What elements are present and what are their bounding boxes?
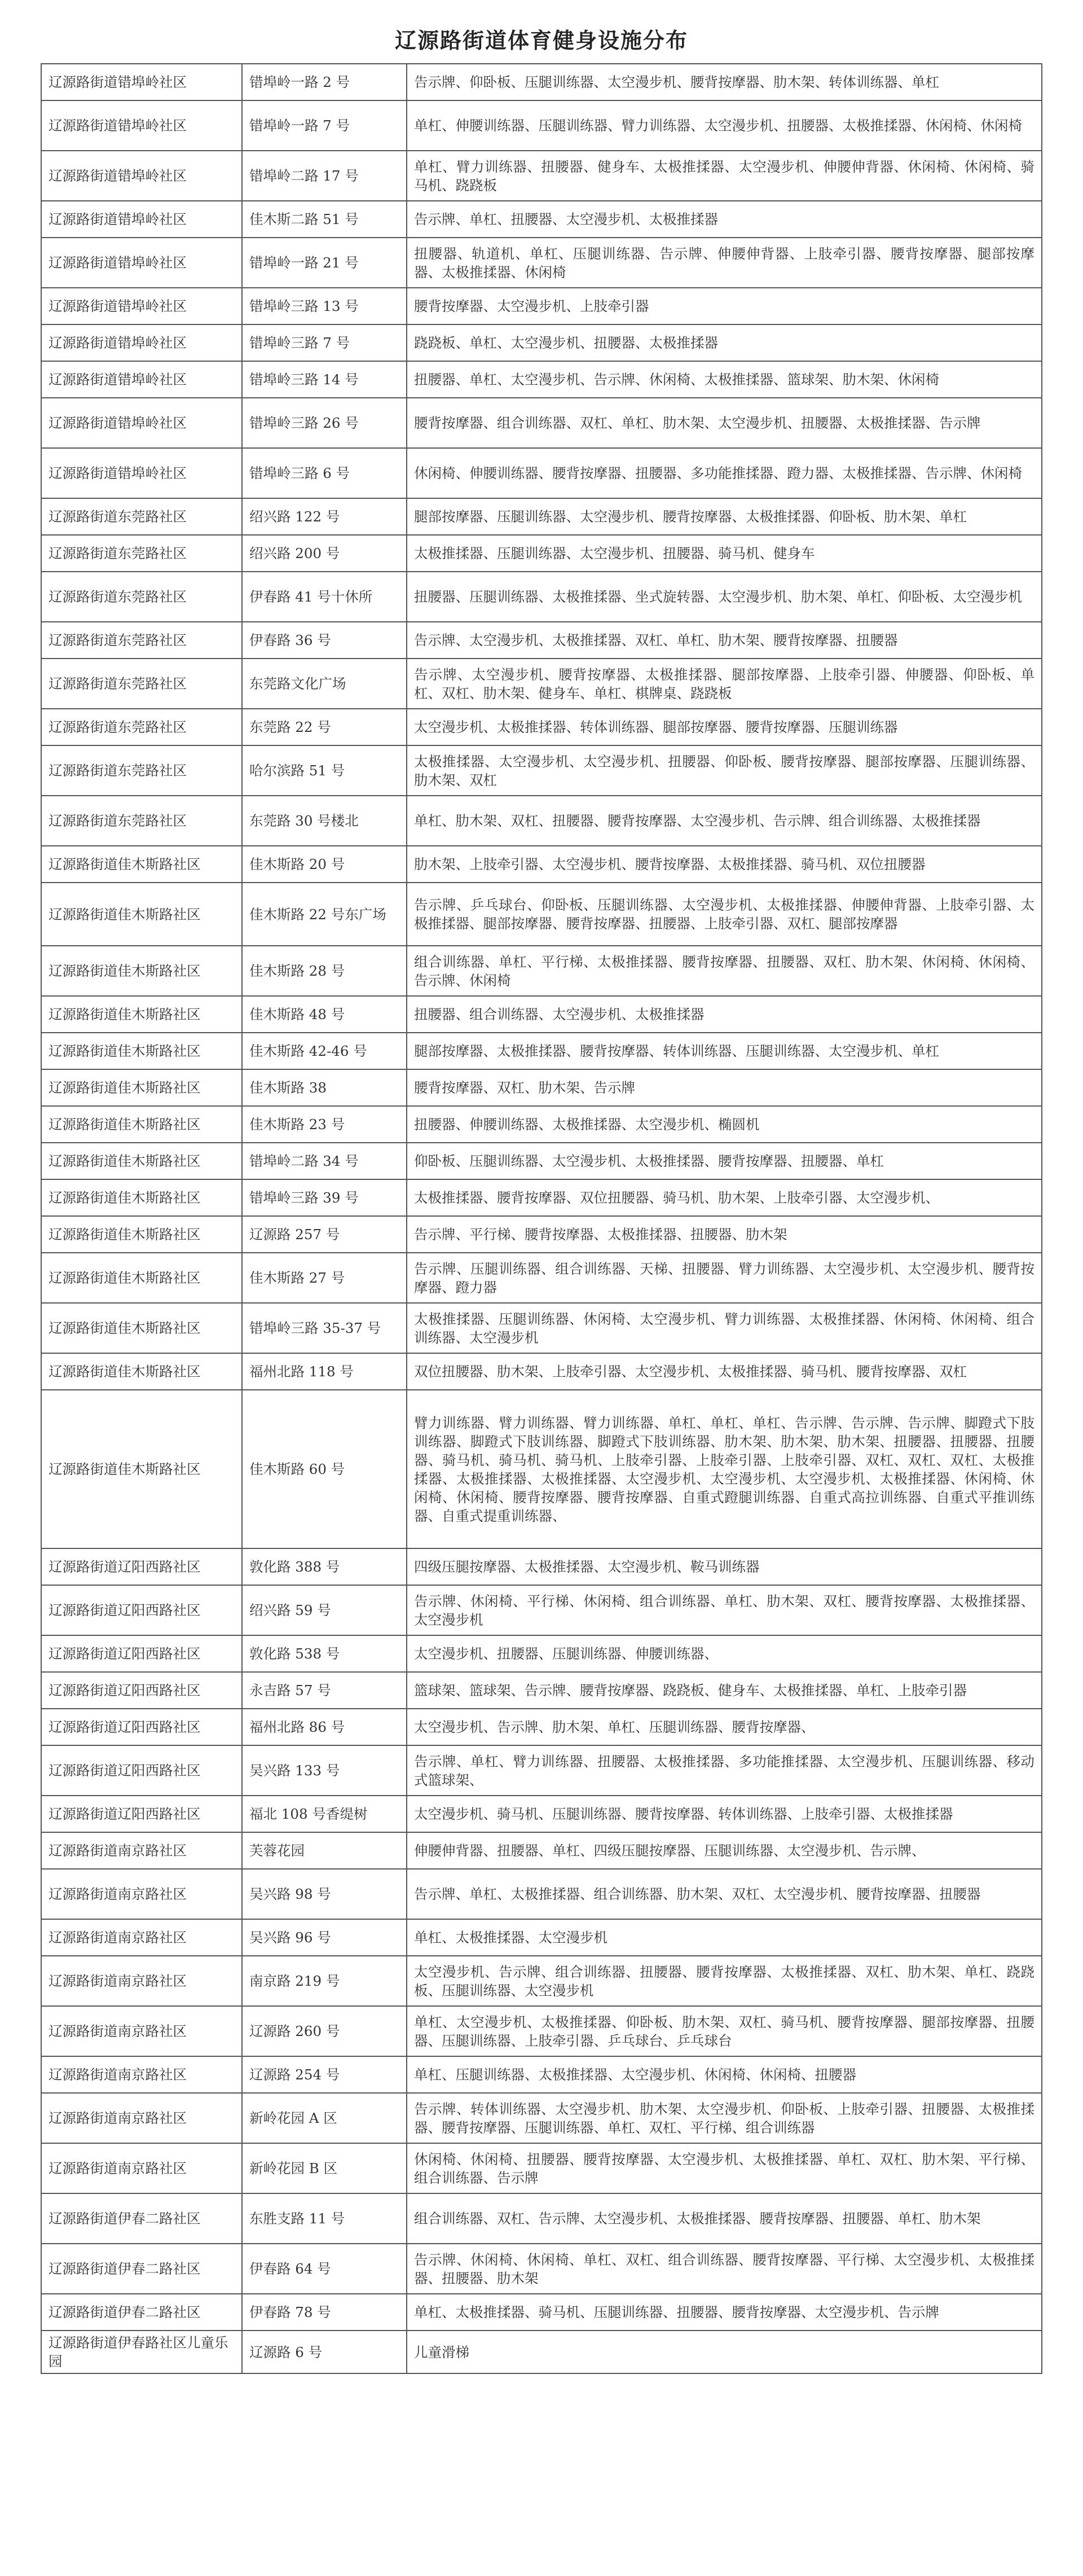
address-cell: 伊春路 36 号 [242,622,407,659]
address-cell: 新岭花园 A 区 [242,2093,407,2143]
table-row [41,1033,1042,1069]
address-cell: 辽源路 254 号 [242,2056,407,2093]
community-cell: 辽源路街道伊春二路社区 [41,2244,242,2294]
community-cell: 辽源路街道南京路社区 [41,2006,242,2056]
table-row [41,572,1042,622]
table-row [41,288,1042,324]
address-cell: 佳木斯路 48 号 [242,996,407,1033]
address-cell: 东莞路 30 号楼北 [242,796,407,846]
community-cell: 辽源路街道伊春路社区儿童乐园 [41,2331,242,2373]
document-page [41,0,1042,2374]
address-cell: 错埠岭一路 21 号 [242,238,407,288]
table-row [41,1253,1042,1303]
table-row [41,659,1042,709]
address-cell: 佳木斯路 28 号 [242,946,407,996]
facilities-cell: 腰背按摩器、双杠、肋木架、告示牌 [407,1069,1042,1106]
community-cell: 辽源路街道辽阳西路社区 [41,1635,242,1672]
facilities-cell: 腰背按摩器、太空漫步机、上肢牵引器 [407,288,1042,324]
table-row [41,622,1042,659]
address-cell: 佳木斯路 27 号 [242,1253,407,1303]
facilities-cell: 四级压腿按摩器、太极推揉器、太空漫步机、鞍马训练器 [407,1548,1042,1585]
address-cell: 佳木斯路 38 [242,1069,407,1106]
table-row [41,1869,1042,1919]
facilities-cell: 告示牌、转体训练器、太空漫步机、肋木架、太空漫步机、仰卧板、上肢牵引器、扭腰器、太极推揉器、腰背按摩器、压腿训练器、单杠、双杠、平行梯、组合训练器 [407,2093,1042,2143]
table-row [41,324,1042,361]
address-cell: 佳木斯二路 51 号 [242,201,407,238]
community-cell: 辽源路街道错埠岭社区 [41,448,242,498]
table-row [41,361,1042,398]
facilities-cell: 跷跷板、单杠、太空漫步机、扭腰器、太极推揉器 [407,324,1042,361]
table-row [41,996,1042,1033]
table-row [41,2294,1042,2331]
facilities-cell: 腿部按摩器、太极推揉器、腰背按摩器、转体训练器、压腿训练器、太空漫步机、单杠 [407,1033,1042,1069]
facilities-cell: 扭腰器、伸腰训练器、太极推揉器、太空漫步机、椭圆机 [407,1106,1042,1143]
community-cell: 辽源路街道南京路社区 [41,2093,242,2143]
facilities-cell: 告示牌、乒乓球台、仰卧板、压腿训练器、太空漫步机、太极推揉器、伸腰伸背器、上肢牵引器、太极推揉器、腿部按摩器、腰背按摩器、扭腰器、上肢牵引器、双杠、腿部按摩器 [407,883,1042,946]
facilities-cell: 告示牌、休闲椅、平行梯、休闲椅、组合训练器、单杠、肋木架、双杠、腰背按摩器、太极推揉器、太空漫步机 [407,1585,1042,1635]
table-row [41,2093,1042,2143]
community-cell: 辽源路街道伊春二路社区 [41,2294,242,2331]
table-row [41,1919,1042,1956]
table-row [41,498,1042,535]
address-cell: 东胜支路 11 号 [242,2193,407,2244]
address-cell: 错埠岭三路 39 号 [242,1179,407,1216]
facilities-cell: 太极推揉器、太空漫步机、太空漫步机、扭腰器、仰卧板、腰背按摩器、腿部按摩器、压腿训练器、肋木架、双杠 [407,745,1042,796]
community-cell: 辽源路街道辽阳西路社区 [41,1709,242,1745]
address-cell: 绍兴路 200 号 [242,535,407,572]
address-cell: 错埠岭三路 35-37 号 [242,1303,407,1353]
table-row [41,1956,1042,2006]
facilities-cell: 篮球架、篮球架、告示牌、腰背按摩器、跷跷板、健身车、太极推揉器、单杠、上肢牵引器 [407,1672,1042,1709]
facilities-cell: 告示牌、休闲椅、休闲椅、单杠、双杠、组合训练器、腰背按摩器、平行梯、太空漫步机、太极推揉器、扭腰器、肋木架 [407,2244,1042,2294]
facilities-cell: 臂力训练器、臂力训练器、臂力训练器、单杠、单杠、单杠、告示牌、告示牌、告示牌、脚蹬式下肢训练器、脚蹬式下肢训练器、脚蹬式下肢训练器、肋木架、肋木架、肋木架、扭腰器、扭腰器、扭腰器、骑马机、骑马机、骑马机、上肢牵引器、上肢牵引器、上肢牵引器、双杠、双杠、双杠、太极推揉器、太极推揉器、太极推揉器、太空漫步机、太空漫步机、太空漫步机、太极推揉器、休闲椅、休闲椅、休闲椅、腰背按摩器、腰背按摩器、自重式蹬腿训练器、自重式高拉训练器、自重式平推训练器、自重式提重训练器、 [407,1390,1042,1548]
address-cell: 辽源路 257 号 [242,1216,407,1253]
table-row [41,883,1042,946]
address-cell: 新岭花园 B 区 [242,2143,407,2193]
table-row [41,1672,1042,1709]
address-cell: 绍兴路 122 号 [242,498,407,535]
address-cell: 敦化路 538 号 [242,1635,407,1672]
table-row [41,151,1042,201]
address-cell: 伊春路 64 号 [242,2244,407,2294]
page-title: 辽源路街道体育健身设施分布 [394,28,688,53]
community-cell: 辽源路街道伊春二路社区 [41,2193,242,2244]
facilities-cell: 休闲椅、休闲椅、扭腰器、腰背按摩器、太空漫步机、太极推揉器、单杠、双杠、肋木架、平行梯、组合训练器、告示牌 [407,2143,1042,2193]
address-cell: 芙蓉花园 [242,1832,407,1869]
facilities-cell: 扭腰器、压腿训练器、太极推揉器、坐式旋转器、太空漫步机、肋木架、单杠、仰卧板、太空漫步机 [407,572,1042,622]
community-cell: 辽源路街道佳木斯路社区 [41,846,242,883]
facilities-cell: 腿部按摩器、压腿训练器、太空漫步机、腰背按摩器、太极推揉器、仰卧板、肋木架、单杠 [407,498,1042,535]
table-row [41,2056,1042,2093]
community-cell: 辽源路街道错埠岭社区 [41,151,242,201]
community-cell: 辽源路街道佳木斯路社区 [41,1353,242,1390]
community-cell: 辽源路街道东莞路社区 [41,659,242,709]
community-cell: 辽源路街道错埠岭社区 [41,64,242,100]
community-cell: 辽源路街道佳木斯路社区 [41,1303,242,1353]
facilities-cell: 太空漫步机、太极推揉器、转体训练器、腿部按摩器、腰背按摩器、压腿训练器 [407,709,1042,745]
facilities-cell: 扭腰器、单杠、太空漫步机、告示牌、休闲椅、太极推揉器、篮球架、肋木架、休闲椅 [407,361,1042,398]
community-cell: 辽源路街道错埠岭社区 [41,398,242,448]
community-cell: 辽源路街道错埠岭社区 [41,238,242,288]
facilities-cell: 扭腰器、轨道机、单杠、压腿训练器、告示牌、伸腰伸背器、上肢牵引器、腰背按摩器、腿部按摩器、太极推揉器、休闲椅 [407,238,1042,288]
table-row [41,2244,1042,2294]
facilities-cell: 单杠、肋木架、双杠、扭腰器、腰背按摩器、太空漫步机、告示牌、组合训练器、太极推揉器 [407,796,1042,846]
community-cell: 辽源路街道佳木斯路社区 [41,883,242,946]
table-row [41,1635,1042,1672]
table-row [41,2193,1042,2244]
facilities-cell: 告示牌、太空漫步机、腰背按摩器、太极推揉器、腿部按摩器、上肢牵引器、伸腰器、仰卧板、单杠、双杠、肋木架、健身车、单杠、棋牌桌、跷跷板 [407,659,1042,709]
community-cell: 辽源路街道佳木斯路社区 [41,1179,242,1216]
table-row [41,796,1042,846]
address-cell: 南京路 219 号 [242,1956,407,2006]
facilities-cell: 扭腰器、组合训练器、太空漫步机、太极推揉器 [407,996,1042,1033]
community-cell: 辽源路街道东莞路社区 [41,535,242,572]
address-cell: 错埠岭一路 2 号 [242,64,407,100]
community-cell: 辽源路街道南京路社区 [41,2143,242,2193]
community-cell: 辽源路街道错埠岭社区 [41,324,242,361]
community-cell: 辽源路街道东莞路社区 [41,498,242,535]
address-cell: 辽源路 6 号 [242,2331,407,2373]
facilities-table [41,63,1042,2374]
facilities-cell: 腰背按摩器、组合训练器、双杠、单杠、肋木架、太空漫步机、扭腰器、太极推揉器、告示牌 [407,398,1042,448]
facilities-cell: 告示牌、太空漫步机、太极推揉器、双杠、单杠、肋木架、腰背按摩器、扭腰器 [407,622,1042,659]
address-cell: 佳木斯路 23 号 [242,1106,407,1143]
address-cell: 敦化路 388 号 [242,1548,407,1585]
address-cell: 辽源路 260 号 [242,2006,407,2056]
table-row [41,1585,1042,1635]
facilities-cell: 组合训练器、双杠、告示牌、太空漫步机、太极推揉器、腰背按摩器、扭腰器、单杠、肋木架 [407,2193,1042,2244]
address-cell: 福北 108 号香缇树 [242,1796,407,1832]
table-row [41,238,1042,288]
table-row [41,535,1042,572]
facilities-cell: 组合训练器、单杠、平行梯、太极推揉器、腰背按摩器、扭腰器、双杠、肋木架、休闲椅、休闲椅、告示牌、休闲椅 [407,946,1042,996]
address-cell: 永吉路 57 号 [242,1672,407,1709]
community-cell: 辽源路街道东莞路社区 [41,709,242,745]
table-row [41,1390,1042,1548]
table-row [41,1179,1042,1216]
address-cell: 佳木斯路 42-46 号 [242,1033,407,1069]
community-cell: 辽源路街道南京路社区 [41,1869,242,1919]
facilities-cell: 太空漫步机、告示牌、组合训练器、扭腰器、腰背按摩器、太极推揉器、双杠、肋木架、单杠、跷跷板、压腿训练器、太空漫步机 [407,1956,1042,2006]
community-cell: 辽源路街道佳木斯路社区 [41,1216,242,1253]
address-cell: 福州北路 86 号 [242,1709,407,1745]
community-cell: 辽源路街道南京路社区 [41,1832,242,1869]
facilities-cell: 告示牌、平行梯、腰背按摩器、太极推揉器、扭腰器、肋木架 [407,1216,1042,1253]
community-cell: 辽源路街道南京路社区 [41,1919,242,1956]
table-row [41,1832,1042,1869]
table-row [41,1709,1042,1745]
table-row [41,745,1042,796]
address-cell: 东莞路文化广场 [242,659,407,709]
address-cell: 佳木斯路 60 号 [242,1390,407,1548]
table-row [41,448,1042,498]
address-cell: 伊春路 41 号十休所 [242,572,407,622]
facilities-cell: 单杠、压腿训练器、太极推揉器、太空漫步机、休闲椅、休闲椅、扭腰器 [407,2056,1042,2093]
facilities-cell: 告示牌、单杠、扭腰器、太空漫步机、太极推揉器 [407,201,1042,238]
address-cell: 吴兴路 98 号 [242,1869,407,1919]
community-cell: 辽源路街道辽阳西路社区 [41,1796,242,1832]
table-row [41,398,1042,448]
address-cell: 错埠岭三路 13 号 [242,288,407,324]
facilities-cell: 伸腰伸背器、扭腰器、单杠、四级压腿按摩器、压腿训练器、太空漫步机、告示牌、 [407,1832,1042,1869]
facilities-cell: 告示牌、仰卧板、压腿训练器、太空漫步机、腰背按摩器、肋木架、转体训练器、单杠 [407,64,1042,100]
address-cell: 哈尔滨路 51 号 [242,745,407,796]
address-cell: 错埠岭三路 14 号 [242,361,407,398]
community-cell: 辽源路街道佳木斯路社区 [41,1106,242,1143]
address-cell: 绍兴路 59 号 [242,1585,407,1635]
facilities-cell: 肋木架、上肢牵引器、太空漫步机、腰背按摩器、太极推揉器、骑马机、双位扭腰器 [407,846,1042,883]
table-row [41,2331,1042,2373]
community-cell: 辽源路街道东莞路社区 [41,745,242,796]
address-cell: 佳木斯路 20 号 [242,846,407,883]
facilities-cell: 太极推揉器、腰背按摩器、双位扭腰器、骑马机、肋木架、上肢牵引器、太空漫步机、 [407,1179,1042,1216]
table-row [41,709,1042,745]
facilities-cell: 告示牌、单杠、太极推揉器、组合训练器、肋木架、双杠、太空漫步机、腰背按摩器、扭腰器 [407,1869,1042,1919]
address-cell: 伊春路 78 号 [242,2294,407,2331]
facilities-cell: 太空漫步机、骑马机、压腿训练器、腰背按摩器、转体训练器、上肢牵引器、太极推揉器 [407,1796,1042,1832]
community-cell: 辽源路街道错埠岭社区 [41,201,242,238]
facilities-cell: 单杠、太极推揉器、骑马机、压腿训练器、扭腰器、腰背按摩器、太空漫步机、告示牌 [407,2294,1042,2331]
community-cell: 辽源路街道辽阳西路社区 [41,1672,242,1709]
table-row [41,1353,1042,1390]
community-cell: 辽源路街道佳木斯路社区 [41,1253,242,1303]
table-row [41,1143,1042,1179]
facilities-cell: 太空漫步机、扭腰器、压腿训练器、伸腰训练器、 [407,1635,1042,1672]
community-cell: 辽源路街道佳木斯路社区 [41,1069,242,1106]
table-row [41,1216,1042,1253]
community-cell: 辽源路街道佳木斯路社区 [41,1033,242,1069]
facilities-cell: 仰卧板、压腿训练器、太空漫步机、太极推揉器、腰背按摩器、扭腰器、单杠 [407,1143,1042,1179]
address-cell: 错埠岭三路 26 号 [242,398,407,448]
table-row [41,64,1042,100]
facilities-cell: 太空漫步机、告示牌、肋木架、单杠、压腿训练器、腰背按摩器、 [407,1709,1042,1745]
facilities-cell: 单杠、太极推揉器、太空漫步机 [407,1919,1042,1956]
table-row [41,1069,1042,1106]
community-cell: 辽源路街道东莞路社区 [41,796,242,846]
facilities-cell: 太极推揉器、压腿训练器、太空漫步机、扭腰器、骑马机、健身车 [407,535,1042,572]
community-cell: 辽源路街道南京路社区 [41,2056,242,2093]
community-cell: 辽源路街道佳木斯路社区 [41,996,242,1033]
community-cell: 辽源路街道东莞路社区 [41,622,242,659]
table-row [41,201,1042,238]
community-cell: 辽源路街道错埠岭社区 [41,288,242,324]
facilities-cell: 休闲椅、伸腰训练器、腰背按摩器、扭腰器、多功能推揉器、蹬力器、太极推揉器、告示牌、休闲椅 [407,448,1042,498]
facilities-cell: 双位扭腰器、肋木架、上肢牵引器、太空漫步机、太极推揉器、骑马机、腰背按摩器、双杠 [407,1353,1042,1390]
facilities-cell: 告示牌、单杠、臂力训练器、扭腰器、太极推揉器、多功能推揉器、太空漫步机、压腿训练器、移动式篮球架、 [407,1745,1042,1796]
facilities-cell: 单杠、臂力训练器、扭腰器、健身车、太极推揉器、太空漫步机、伸腰伸背器、休闲椅、休闲椅、骑马机、跷跷板 [407,151,1042,201]
community-cell: 辽源路街道错埠岭社区 [41,100,242,151]
facilities-cell: 单杠、太空漫步机、太极推揉器、仰卧板、肋木架、双杠、骑马机、腰背按摩器、腿部按摩器、扭腰器、压腿训练器、上肢牵引器、乒乓球台、乒乓球台 [407,2006,1042,2056]
table-row [41,1548,1042,1585]
community-cell: 辽源路街道佳木斯路社区 [41,1143,242,1179]
address-cell: 福州北路 118 号 [242,1353,407,1390]
table-row [41,1796,1042,1832]
community-cell: 辽源路街道辽阳西路社区 [41,1745,242,1796]
facilities-cell: 儿童滑梯 [407,2331,1042,2373]
address-cell: 错埠岭二路 17 号 [242,151,407,201]
facilities-cell: 告示牌、压腿训练器、组合训练器、天梯、扭腰器、臂力训练器、太空漫步机、太空漫步机、腰背按摩器、蹬力器 [407,1253,1042,1303]
table-row [41,1303,1042,1353]
table-row [41,100,1042,151]
address-cell: 错埠岭二路 34 号 [242,1143,407,1179]
address-cell: 吴兴路 133 号 [242,1745,407,1796]
table-row [41,2143,1042,2193]
table-row [41,1106,1042,1143]
address-cell: 错埠岭三路 7 号 [242,324,407,361]
community-cell: 辽源路街道东莞路社区 [41,572,242,622]
facilities-cell: 单杠、伸腰训练器、压腿训练器、臂力训练器、太空漫步机、扭腰器、太极推揉器、休闲椅、休闲椅 [407,100,1042,151]
address-cell: 吴兴路 96 号 [242,1919,407,1956]
table-row [41,2006,1042,2056]
address-cell: 佳木斯路 22 号东广场 [242,883,407,946]
community-cell: 辽源路街道南京路社区 [41,1956,242,2006]
table-body [41,64,1042,2373]
facilities-cell: 太极推揉器、压腿训练器、休闲椅、太空漫步机、臂力训练器、太极推揉器、休闲椅、休闲椅、组合训练器、太空漫步机 [407,1303,1042,1353]
address-cell: 东莞路 22 号 [242,709,407,745]
community-cell: 辽源路街道佳木斯路社区 [41,1390,242,1548]
address-cell: 错埠岭三路 6 号 [242,448,407,498]
table-row [41,846,1042,883]
community-cell: 辽源路街道错埠岭社区 [41,361,242,398]
community-cell: 辽源路街道辽阳西路社区 [41,1585,242,1635]
table-row [41,1745,1042,1796]
table-row [41,946,1042,996]
address-cell: 错埠岭一路 7 号 [242,100,407,151]
community-cell: 辽源路街道辽阳西路社区 [41,1548,242,1585]
community-cell: 辽源路街道佳木斯路社区 [41,946,242,996]
